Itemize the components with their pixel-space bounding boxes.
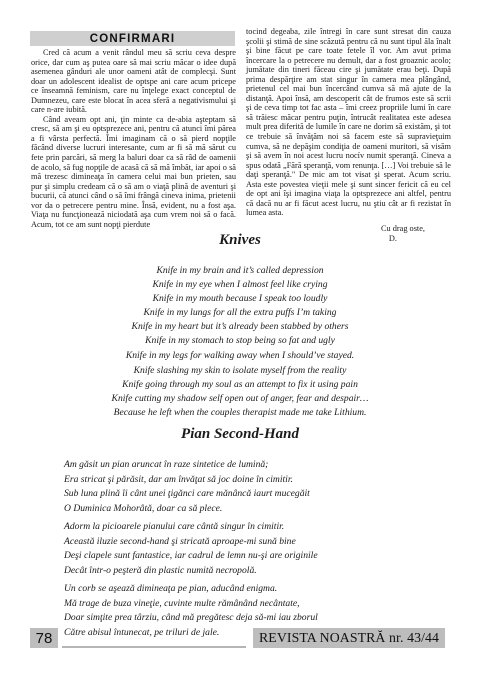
poem-line: Knife in my legs for walking away when I should’ve stayed. — [125, 349, 355, 361]
poem-title-knives: Knives — [219, 232, 261, 248]
poem-line: Era stricat şi părăsit, dar am învăţat să joc doine în cimitir. — [64, 473, 293, 485]
right-text-column — [246, 27, 451, 243]
poem-pian-stanza-1 — [64, 458, 454, 516]
section-header — [30, 31, 235, 46]
poem-line: Knife cutting my shadow self open out of anger, fear and despair… — [111, 393, 369, 405]
poem-line: Knife in my lungs for all the extra puffs I’m taking — [143, 307, 337, 319]
signature-closing: Cu drag oste, — [380, 223, 425, 233]
poem-line: Knife going through my soul as an attempt to fix it using pain — [122, 379, 358, 391]
magazine-title: REVISTA NOASTRĂ nr. 43/44 — [253, 628, 445, 648]
poem-line: Sub luna plină îi cânt unei ţigănci care mănâncă iaurt mucegăit — [64, 488, 310, 500]
paragraph: Când aveam opt ani, ţin minte ca de-abia aşteptam să cresc, să am şi eu optsprezece ani, pentru că atunci îmi părea a fi vârsta perfectă. Îmi imaginam că o să pierd nopţile făcând diverse lucruri interesante, cum ar fi să mă sărut cu fete prin parcări, să merg la baluri doar ca să râd de oamenii de acolo, să fug nopţile de acasă că să mă îmbăt, iar apoi o să mă trezesc dimineaţa în camera celui mai bun prieten, sau pur şi simplu credeam că o să am o viaţă plină de aventuri şi bucurii, că atunci când o să îmi frângă cineva inima, prietenii vor da o petrecere pentru mine. Însă, evident, nu a fost aşa. Viaţa nu funcţionează niciodată aşa cum vrem noi să o facă. Acum, tot ce am sunt nopţi pierdute — [31, 114, 236, 229]
poem-line: Adorm la picioarele pianului care cântă singur în cimitir. — [64, 521, 285, 532]
signature-name: D. — [388, 233, 397, 243]
poem-line: Knife in my eye when I almost feel like crying — [152, 279, 328, 291]
poem-line: O Duminica Mohorâtă, doar ca să plece. — [64, 502, 223, 514]
poem-line: Knife in my mouth because I speak too loudly — [152, 293, 328, 305]
poem-line: Decât într-o peşteră din plastic numită necropolă. — [64, 564, 257, 576]
page-number: 78 — [30, 628, 58, 648]
paragraph: Cred că acum a venit rândul meu să scriu ceva despre orice, dar cum aş putea oare să mai scriu măcar o idee după asemenea gânduri ale unor oameni atât de complecşi. Sunt doar un adolescent idealist de optspe ani care acum pricepe ce înseamnă feminism, care nu înţelege exact conceptul de Dumnezeu, care este blocat în acea sferă a negativismului şi care n-are iubită. — [31, 48, 236, 115]
poem-line: Knife in my stomach to stop being so fat and ugly — [145, 335, 335, 347]
poem-line: Un corb se aşează dimineaţa pe pian, aducând enigma. — [64, 583, 278, 594]
poem-line: Către abisul întunecat, pe triluri de jale. — [64, 626, 220, 638]
paragraph: tocind degeaba, zile întregi în care sunt stresat din cauza şcolii şi stimă de sine scăzută pentru că nu sunt tipul ăla înalt şi bine făcut pe care toate fetele îl vor. Am avut prima încercare la o petrecere nu demult, dar a fost groaznic acolo; jumătate din tineri făceau cire şi jumătate erau beţi. După prima despărţire am stat singur în camera mea plângând, prietenul cel mai bun încercând cumva să mă ajute de la distanţă. Apoi însă, am descoperit cât de frumos este să scrii şi de ceva timp tot fac asta – îmi creez propriile lumi în care să trăiesc măcar pentru puţin, întrucât realitatea este adesea mult prea diferită de lumile în care ne dorim să existăm, şi tot ce trebuie să învăţăm noi să facem este să supravieţuim cumva, să ne depăşim condiţia de oameni muritori, să visăm şi să avem în noi acest lucru nocív numit speranţă. Cineva a spus odată „Fără speranţă, vom renunţa. […] Voi trebuie să le daţi speranţă." De mic am tot visat şi sperat. Acum scriu. Asta este povestea vieţii mele şi sunt sincer fericit că eu cel de opt ani îşi imagina viaţa la optsprezece ani altfel, pentru că dacă nu ar fi făcut acest lucru, nu ştiu cât ar fi rezistat în lumea asta. — [246, 27, 451, 218]
poem-line: Am găsit un pian aruncat în raze sintetice de lumină; — [64, 459, 269, 470]
poem-line: Această iluzie second-hand şi stricată aproape-mi sună bine — [64, 535, 296, 547]
poem-knives-stanza-2 — [0, 364, 480, 420]
poem-pian-stanza-2 — [64, 520, 454, 578]
poem-title-pian: Pian Second-Hand — [181, 426, 299, 442]
poem-line: Knife slashing my skin to isolate myself from the reality — [133, 365, 347, 376]
poem-line: Deşi clapele sunt fantastice, iar cadrul de lemn nu-şi are originile — [64, 550, 318, 562]
poem-line: Because he left when the couples therapist made me take Lithium. — [113, 407, 367, 419]
poem-knives-stanza-1 — [0, 264, 480, 363]
poem-line: Knife in my heart but it’s already been stabbed by others — [131, 321, 349, 333]
left-text-column — [31, 48, 236, 229]
poem-line: Mă trage de buza vineţie, cuvinte multe rămânând necântate, — [64, 597, 300, 609]
footer-divider — [62, 646, 246, 648]
section-header-label: CONFIRMARI — [89, 32, 176, 45]
poem-line: Knife in my brain and it’s called depression — [156, 265, 324, 276]
poem-line: Doar simţite prea târziu, când mă pregătesc deja să-mi iau zborul — [64, 612, 318, 624]
